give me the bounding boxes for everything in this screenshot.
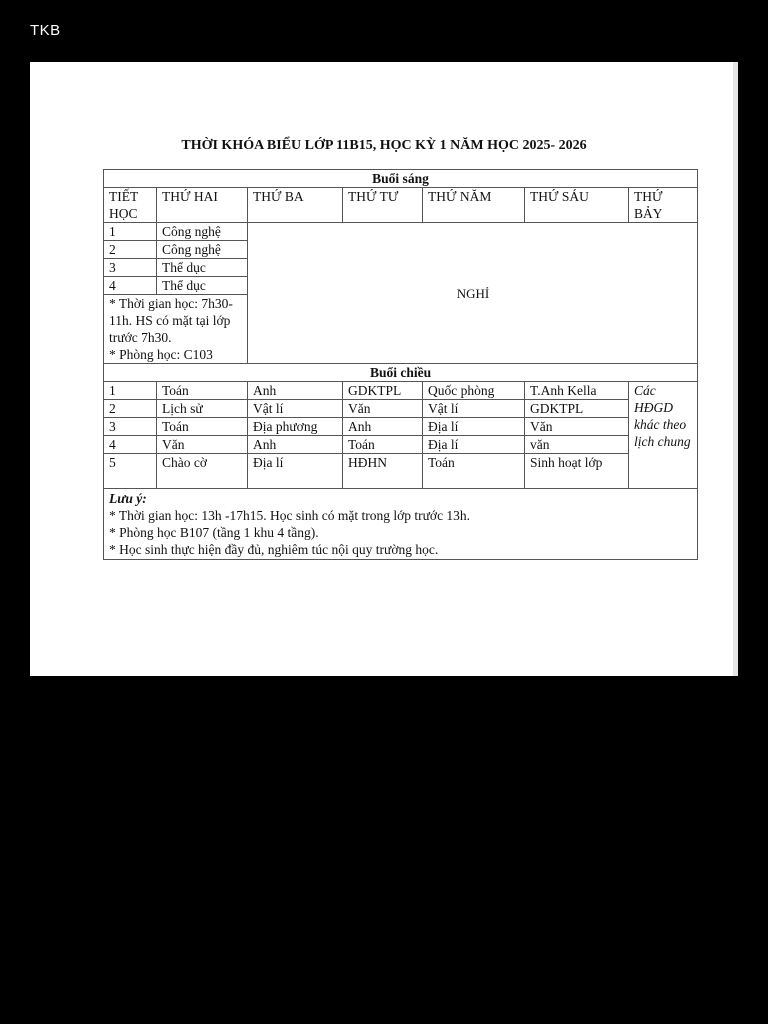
afternoon-row	[104, 418, 698, 436]
afternoon-period: 1	[104, 382, 157, 400]
morning-section-row	[104, 170, 698, 188]
afternoon-row	[104, 436, 698, 454]
header-thursday: THỨ NĂM	[423, 188, 525, 223]
note-item: * Thời gian học: 13h -17h15. Học sinh có mặt trong lớp trước 13h.	[109, 508, 471, 523]
morning-monday: Thể dục	[157, 259, 248, 277]
afternoon-period: 2	[104, 400, 157, 418]
morning-label: Buổi sáng	[104, 170, 698, 188]
note-item: * Phòng học B107 (tầng 1 khu 4 tầng).	[109, 525, 319, 540]
afternoon-row	[104, 382, 698, 400]
afternoon-label: Buổi chiều	[104, 364, 698, 382]
afternoon-row	[104, 400, 698, 418]
afternoon-friday: Sinh hoạt lớp	[525, 454, 629, 489]
afternoon-thursday: Địa lí	[423, 418, 525, 436]
page-edge	[733, 62, 738, 676]
afternoon-monday: Chào cờ	[157, 454, 248, 489]
morning-period: 4	[104, 277, 157, 295]
header-saturday: THỨ BẢY	[629, 188, 698, 223]
afternoon-wednesday: HĐHN	[343, 454, 423, 489]
notes-title: Lưu ý:	[109, 491, 147, 506]
morning-period: 2	[104, 241, 157, 259]
afternoon-tuesday: Anh	[248, 382, 343, 400]
afternoon-period: 5	[104, 454, 157, 489]
afternoon-period: 3	[104, 418, 157, 436]
afternoon-thursday: Địa lí	[423, 436, 525, 454]
document-title: THỜI KHÓA BIỂU LỚP 11B15, HỌC KỲ 1 NĂM HỌC 2025- 2026	[181, 138, 587, 153]
notes-cell	[104, 489, 698, 560]
morning-period: 3	[104, 259, 157, 277]
notes-row	[104, 489, 698, 560]
afternoon-friday: văn	[525, 436, 629, 454]
afternoon-saturday-note: Các HĐGD khác theo lịch chung	[629, 382, 698, 489]
afternoon-thursday: Quốc phòng	[423, 382, 525, 400]
header-wednesday: THỨ TƯ	[343, 188, 423, 223]
timetable-document	[30, 62, 738, 676]
afternoon-monday: Lịch sử	[157, 400, 248, 418]
afternoon-wednesday: GDKTPL	[343, 382, 423, 400]
morning-row	[104, 223, 698, 241]
afternoon-tuesday: Địa lí	[248, 454, 343, 489]
afternoon-period: 4	[104, 436, 157, 454]
morning-monday: Công nghệ	[157, 241, 248, 259]
morning-off-cell: NGHỈ	[248, 223, 698, 364]
afternoon-monday: Toán	[157, 418, 248, 436]
header-friday: THỨ SÁU	[525, 188, 629, 223]
afternoon-thursday: Vật lí	[423, 400, 525, 418]
header-tuesday: THỨ BA	[248, 188, 343, 223]
afternoon-monday: Toán	[157, 382, 248, 400]
afternoon-friday: GDKTPL	[525, 400, 629, 418]
afternoon-tuesday: Anh	[248, 436, 343, 454]
afternoon-friday: Văn	[525, 418, 629, 436]
morning-room-info: * Phòng học: C103	[109, 347, 213, 362]
note-item: * Học sinh thực hiện đầy đủ, nghiêm túc nội quy trường học.	[109, 542, 439, 557]
header-row	[104, 188, 698, 223]
header-period: TIẾT HỌC	[104, 188, 157, 223]
morning-info-cell	[104, 295, 248, 364]
afternoon-wednesday: Anh	[343, 418, 423, 436]
afternoon-monday: Văn	[157, 436, 248, 454]
header-monday: THỨ HAI	[157, 188, 248, 223]
afternoon-wednesday: Toán	[343, 436, 423, 454]
timetable	[103, 169, 698, 560]
morning-monday: Thể dục	[157, 277, 248, 295]
afternoon-wednesday: Văn	[343, 400, 423, 418]
afternoon-row	[104, 454, 698, 489]
app-title: TKB	[30, 22, 61, 39]
morning-period: 1	[104, 223, 157, 241]
afternoon-tuesday: Vật lí	[248, 400, 343, 418]
afternoon-section-row	[104, 364, 698, 382]
morning-time-info: * Thời gian học: 7h30- 11h. HS có mặt tại lớp trước 7h30.	[109, 296, 233, 345]
afternoon-friday: T.Anh Kella	[525, 382, 629, 400]
morning-monday: Công nghệ	[157, 223, 248, 241]
afternoon-tuesday: Địa phương	[248, 418, 343, 436]
afternoon-thursday: Toán	[423, 454, 525, 489]
